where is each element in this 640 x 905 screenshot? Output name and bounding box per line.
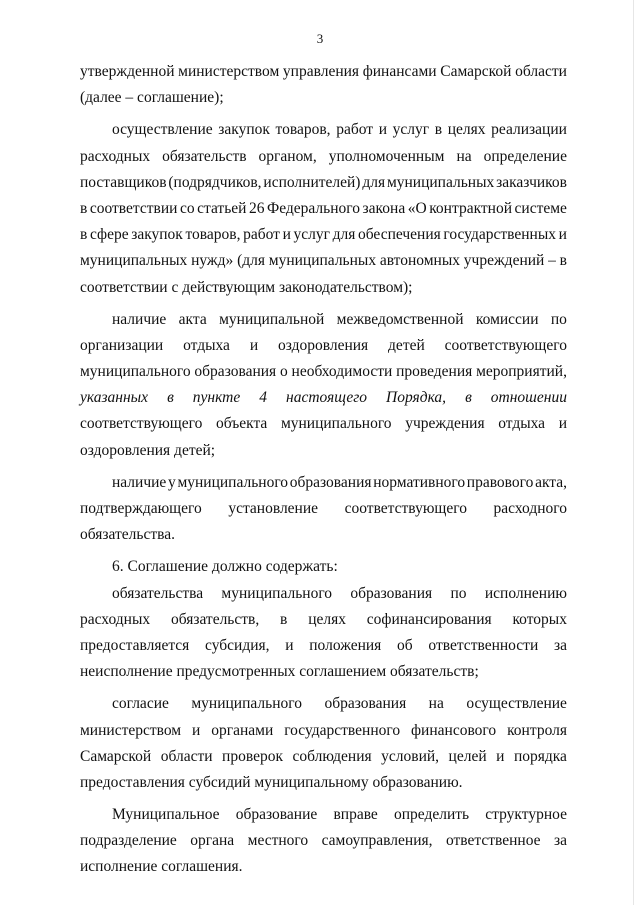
paragraph-consent bbox=[80, 691, 567, 796]
paragraph-obligations bbox=[80, 581, 567, 686]
document-body bbox=[80, 59, 567, 881]
text-line: организации отдыха и оздоровления детей соответствующего bbox=[80, 336, 567, 354]
text-line: 6. Соглашение должно содержать: bbox=[112, 558, 338, 576]
paragraph-section-6-heading bbox=[80, 554, 567, 580]
text-line: Муниципальное образование вправе определить структурное bbox=[112, 806, 567, 824]
paragraph-normative-act bbox=[80, 470, 567, 549]
page-number: 3 bbox=[316, 31, 324, 46]
text-line: муниципальных нужд» (для муниципальных автономных учреждений – в bbox=[80, 252, 567, 270]
text-line: предоставляется субсидия, и положения об ответственности за bbox=[80, 636, 567, 654]
text-line: соответствующего объекта муниципального учреждения отдыха и bbox=[80, 415, 567, 433]
text-line: утвержденной министерством управления финансами Самарской области bbox=[80, 63, 567, 80]
text-line: поставщиков (подрядчиков, исполнителей) для муниципальных заказчиков bbox=[80, 173, 567, 191]
text-line: расходных обязательств органом, уполномоченным на определение bbox=[80, 147, 567, 165]
text-line: оздоровления детей; bbox=[80, 441, 216, 459]
text-line: в сфере закупок товаров, работ и услуг для обеспечения государственных и bbox=[80, 226, 567, 244]
text-line: министерством и органами государственного финансового контроля bbox=[80, 721, 567, 739]
text-line: в соответствии со статьей 26 Федерального закона «О контрактной системе bbox=[80, 199, 567, 217]
text-line: расходных обязательств, в целях софинансирования которых bbox=[80, 610, 567, 628]
page-edge bbox=[633, 0, 634, 905]
paragraph-structural-unit bbox=[80, 802, 567, 881]
text-line: наличие акта муниципальной межведомственной комиссии по bbox=[112, 310, 567, 328]
text-line: согласие муниципального образования на осуществление bbox=[112, 695, 567, 713]
text-line: Самарской области проверок соблюдения условий, целей и порядка bbox=[80, 747, 567, 765]
text-line-italic: указанных в пункте 4 настоящего Порядка, в отношении bbox=[80, 389, 567, 407]
text-line: (далее – соглашение); bbox=[80, 89, 224, 107]
text-line: неисполнение предусмотренных соглашением обязательств; bbox=[80, 663, 479, 681]
paragraph-commission-act bbox=[80, 307, 567, 464]
text-line: муниципального образования о необходимости проведения мероприятий, bbox=[80, 363, 567, 381]
text-line: обязательства. bbox=[80, 526, 175, 544]
text-line: наличие у муниципального образования нормативного правового акта, bbox=[112, 473, 567, 491]
text-line: осуществление закупок товаров, работ и услуг в целях реализации bbox=[112, 121, 567, 139]
text-line: подразделение органа местного самоуправления, ответственное за bbox=[80, 832, 567, 850]
text-line: обязательства муниципального образования по исполнению bbox=[112, 584, 567, 602]
paragraph-procurement bbox=[80, 117, 567, 300]
text-line: предоставления субсидий муниципальному образованию. bbox=[80, 773, 463, 791]
text-line: исполнение соглашения. bbox=[80, 858, 243, 876]
text-line: подтверждающего установление соответствующего расходного bbox=[80, 500, 567, 517]
text-line: соответствии с действующим законодательством); bbox=[80, 278, 413, 296]
paragraph-agreement-ref bbox=[80, 59, 567, 111]
